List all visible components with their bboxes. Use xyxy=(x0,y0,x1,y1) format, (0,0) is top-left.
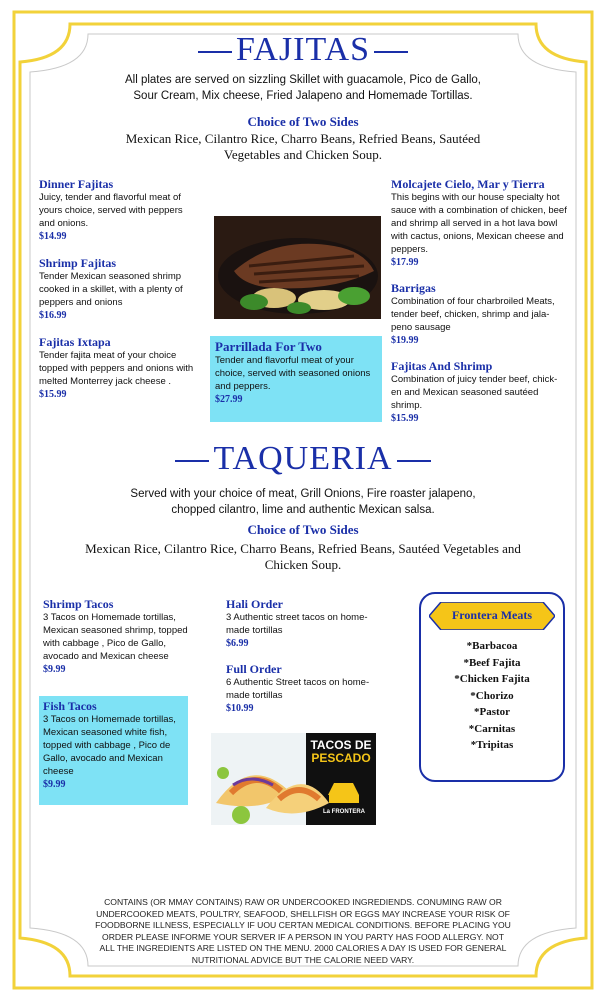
item-price: $9.99 xyxy=(43,779,66,790)
meats-list xyxy=(421,638,563,754)
item-name: Dinner Fajitas xyxy=(39,177,114,191)
frontera-logo: La FRONTERA xyxy=(323,809,365,815)
fajitas-intro-line: Sour Cream, Mix cheese, Fried Jalapeno and Homemade Tortillas. xyxy=(133,90,473,102)
fajitas-title-text: FAJITAS xyxy=(235,31,370,68)
taqueria-choice-title: Choice of Two Sides xyxy=(247,522,359,537)
taqueria-title xyxy=(0,440,606,478)
taqueria-intro-line: Served with your choice of meat, Grill Onions, Fire roaster jalapeno, xyxy=(130,488,476,500)
menu-item xyxy=(39,177,199,244)
disclaimer-line: NUTRITIONAL ADVICE BUT THE CALORIE NEED VARY. xyxy=(191,954,415,965)
disclaimer-line: ALL THE INGREDIENTS ARE LISTED ON THE MENU. 2000 CALORIES A DAY IS USED FOR GENERAL xyxy=(99,943,507,953)
item-price: $6.99 xyxy=(226,638,249,649)
taqueria-sides-line: Mexican Rice, Cilantro Rice, Charro Beans, Refried Beans, Sautéed Vegetables and xyxy=(85,541,521,556)
title-dash-right xyxy=(397,460,431,462)
title-dash-left xyxy=(175,460,209,462)
menu-item xyxy=(391,281,567,348)
taqueria-intro xyxy=(60,486,546,518)
item-description: 3 Tacos on Homemade tortillas, Mexican seasoned white fish, topped with cabbage , Pico de Gallo, avocado and Mexican cheese xyxy=(43,714,176,777)
title-dash-right xyxy=(374,51,408,53)
menu-item-highlighted xyxy=(210,336,382,422)
disclaimer-line: ORDER PLEASE INFORME YOUR SERVER IF A PERSON IN YOU PARTY HAS FOOD ALLERGY. NOT xyxy=(102,931,504,942)
meat-item: *Carnitas xyxy=(468,722,516,735)
tacos-photo xyxy=(211,733,376,825)
tacos-photo-text xyxy=(309,739,373,765)
menu-item xyxy=(391,177,567,270)
item-description: 3 Tacos on Homemade tortillas, Mexican seasoned shrimp, topped with cabbage , Pico de Gallo, avocado and Mexican cheese xyxy=(43,612,188,662)
menu-item-highlighted xyxy=(39,696,188,805)
item-description: This begins with our house specialty hot sauce with a combination of chicken, beef and shrimp all served in a hot lava bowl with cactus, onions, Mexican cheese and peppers. xyxy=(391,192,567,255)
item-price: $10.99 xyxy=(226,703,254,714)
menu-item xyxy=(226,662,386,716)
item-description: Combination of four charbroiled Meats, tender beef, chicken, shrimp and jala-peno sausage xyxy=(391,296,555,333)
item-name: Shrimp Fajitas xyxy=(39,256,117,270)
item-description: Tender and flavorful meat of your choice, served with seasoned onions and peppers. xyxy=(215,355,371,392)
fajitas-title xyxy=(0,31,606,69)
menu-item xyxy=(39,335,199,402)
item-price: $14.99 xyxy=(39,231,67,242)
meat-item: *Chorizo xyxy=(470,689,514,702)
item-description: Combination of juicy tender beef, chick-en and Mexican seasoned sautéed shrimp. xyxy=(391,374,558,411)
fajitas-intro xyxy=(60,72,546,104)
item-price: $17.99 xyxy=(391,257,419,268)
meats-title: Frontera Meats xyxy=(451,608,533,622)
menu-item xyxy=(391,359,567,426)
taqueria-sides-line: Chicken Soup. xyxy=(264,557,342,572)
allergy-disclaimer xyxy=(40,897,566,966)
item-name: Molcajete Cielo, Mar y Tierra xyxy=(391,177,545,191)
fajitas-sides xyxy=(60,131,546,163)
meat-item: *Barbacoa xyxy=(466,640,518,652)
item-name: Full Order xyxy=(226,662,282,676)
fajitas-intro-line: All plates are served on sizzling Skillet with guacamole, Pico de Gallo, xyxy=(124,74,482,86)
item-description: Tender fajita meat of your choice topped with peppers and onions with melted Monterrey jack cheese . xyxy=(39,350,194,387)
item-description: Juicy, tender and flavorful meat of yours choice, served with peppers and onions. xyxy=(39,192,183,229)
menu-item xyxy=(39,256,199,323)
item-name: Hali Order xyxy=(226,597,283,611)
item-description: 3 Authentic street tacos on home-made tortillas xyxy=(226,612,368,636)
disclaimer-line: UNDERCOOKED MEATS, POULTRY, SEAFOOD, SHELLFISH OR EGGS MAY INCREASE YOUR RISK OF xyxy=(96,908,510,919)
item-name: Barrigas xyxy=(391,281,436,295)
fajitas-sides-line: Vegetables and Chicken Soup. xyxy=(223,147,383,162)
meat-item: *Chicken Fajita xyxy=(454,673,530,685)
taqueria-sides xyxy=(40,541,566,573)
item-price: $16.99 xyxy=(39,310,67,321)
item-price: $9.99 xyxy=(43,664,66,675)
item-description: 6 Authentic Street tacos on home-made tortillas xyxy=(226,677,370,701)
photo-text-line: TACOS DE xyxy=(310,738,372,752)
taqueria-title-text: TAQUERIA xyxy=(213,440,393,477)
item-name: Shrimp Tacos xyxy=(43,597,114,611)
meat-item: *Pastor xyxy=(473,706,511,718)
menu-item xyxy=(226,597,386,651)
item-name: Fajitas And Shrimp xyxy=(391,359,493,373)
item-description: Tender Mexican seasoned shrimp cooked in a skillet, with a plenty of peppers and onions xyxy=(39,271,183,308)
item-price: $15.99 xyxy=(391,413,419,424)
meat-item: *Beef Fajita xyxy=(463,656,521,669)
photo-text-line: PESCADO xyxy=(311,751,371,765)
item-price: $15.99 xyxy=(39,389,67,400)
item-price: $27.99 xyxy=(215,394,243,405)
menu-item xyxy=(43,597,189,677)
frontera-meats-box xyxy=(419,592,565,782)
fajitas-photo xyxy=(214,216,381,319)
disclaimer-line: FOODBORNE ILLNESS, ESPECIALLY IF UOU CERTAN MEDICAL CONDITIONS. BEFORE PLACING YOU xyxy=(95,920,511,930)
taqueria-intro-line: chopped cilantro, lime and authentic Mexican salsa. xyxy=(171,504,435,516)
disclaimer-line: CONTAINS (OR MMAY CONTAINS) RAW OR UNDERCOOKED INGREDIENDS. CONUMING RAW OR xyxy=(104,897,502,907)
item-name: Fajitas Ixtapa xyxy=(39,335,111,349)
meat-item: *Tripitas xyxy=(470,739,514,751)
fajitas-choice-title: Choice of Two Sides xyxy=(247,114,359,129)
item-price: $19.99 xyxy=(391,335,419,346)
fajitas-sides-line: Mexican Rice, Cilantro Rice, Charro Beans, Refried Beans, Sautéed xyxy=(125,131,481,146)
item-name: Fish Tacos xyxy=(43,699,97,713)
title-dash-left xyxy=(198,51,232,53)
item-name: Parrillada For Two xyxy=(215,339,322,354)
